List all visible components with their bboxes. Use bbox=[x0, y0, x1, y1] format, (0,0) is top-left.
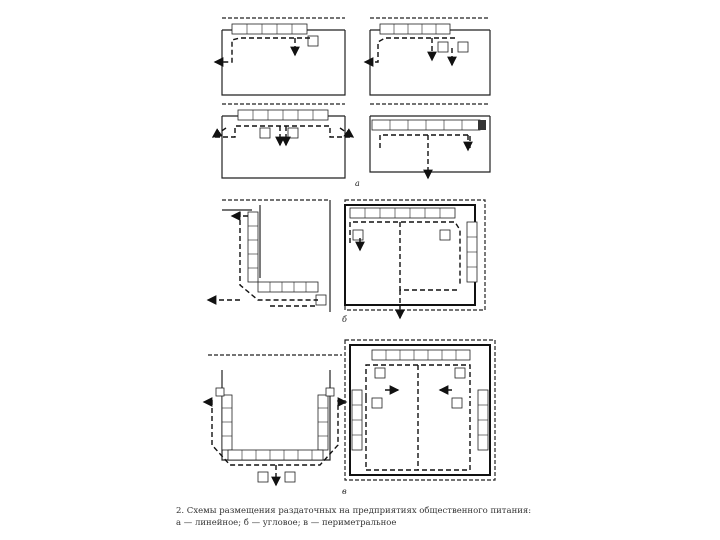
counter-left bbox=[352, 390, 362, 450]
figure-caption bbox=[176, 505, 556, 529]
counter-bottom bbox=[228, 450, 323, 460]
scheme-a3-linear bbox=[213, 104, 353, 178]
caption-line-2: а — линейное; б — угловое; в — периметральное bbox=[176, 518, 397, 528]
cash-desk bbox=[260, 128, 270, 138]
cash-desk bbox=[455, 368, 465, 378]
cash-desk bbox=[375, 368, 385, 378]
panel-label-a: а bbox=[355, 179, 360, 188]
counter-right bbox=[318, 395, 328, 450]
counter-right bbox=[478, 390, 488, 450]
cash-desk bbox=[258, 472, 268, 482]
counter-left bbox=[222, 395, 232, 450]
panel-label-c: в bbox=[342, 487, 347, 496]
cash-desk bbox=[288, 128, 298, 138]
cash-desk bbox=[440, 230, 450, 240]
caption-line-1: 2. Схемы размещения раздаточных на предприятиях общественного питания: bbox=[176, 506, 532, 516]
counter-line bbox=[380, 24, 450, 34]
cash-desk bbox=[372, 398, 382, 408]
cash-desk bbox=[478, 120, 486, 130]
cash-desk bbox=[353, 230, 363, 240]
cash-desk bbox=[452, 398, 462, 408]
scheme-c1-perimeter bbox=[204, 355, 346, 485]
scheme-a4-linear bbox=[370, 104, 490, 178]
counter-vertical bbox=[248, 212, 258, 282]
counter-line bbox=[238, 110, 328, 120]
counter-horizontal bbox=[258, 282, 318, 292]
counter-top bbox=[372, 350, 470, 360]
counter-line bbox=[372, 120, 480, 130]
scheme-a2-linear bbox=[365, 18, 490, 95]
cash-desk bbox=[438, 42, 448, 52]
panel-label-b: б bbox=[342, 315, 347, 324]
scheme-b2-corner bbox=[345, 200, 485, 318]
cash-desk bbox=[458, 42, 468, 52]
counter-top bbox=[350, 208, 455, 218]
scheme-c2-perimeter bbox=[345, 340, 495, 480]
counter-right bbox=[467, 222, 477, 282]
cash-desk bbox=[216, 388, 224, 396]
counter-line bbox=[232, 24, 307, 34]
cash-desk bbox=[326, 388, 334, 396]
cash-desk bbox=[285, 472, 295, 482]
scheme-b1-corner bbox=[208, 200, 330, 312]
scheme-a1-linear bbox=[215, 18, 345, 95]
